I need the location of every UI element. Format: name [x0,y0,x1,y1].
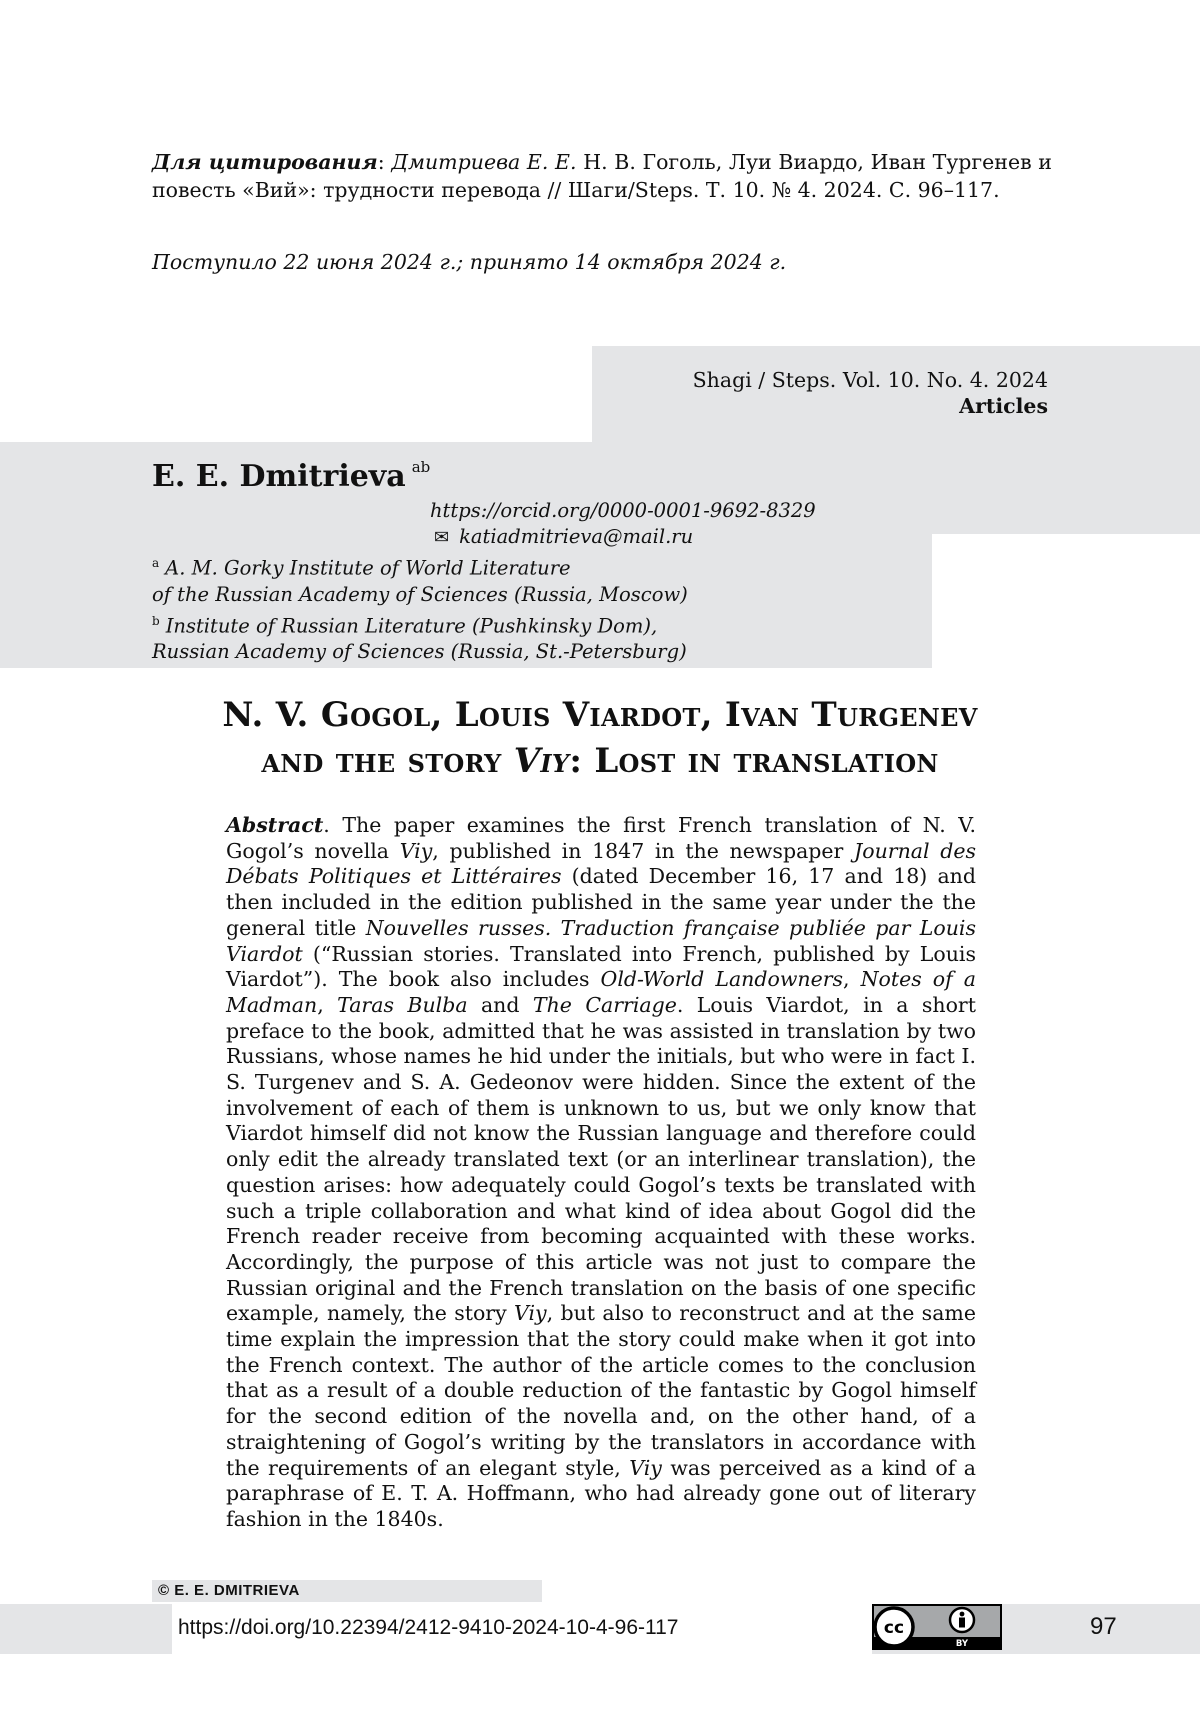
citation-block [152,148,1052,204]
journal-info [693,367,1048,419]
abstract-label: Abstract [226,813,324,837]
affiliations [152,550,688,665]
cc-label: cc [883,1618,905,1638]
title-line-2: and the story Viy: Lost in translation [261,741,939,781]
email-line [434,525,693,548]
author-name-block [152,458,430,494]
abstract: Abstract. The paper examines the first French translation of N. V. Gogol’s novella Viy, published in 1847 in the newspaper Journal des Débats Politiques et Littéraires (dated December 16, 17 and 18) and then included in the edition published in the same year under the the general title Nouvelles russes. Traduction française publiée par Louis Viardot (“Russian stories. Translated into French, published by Louis Viardot”). The book also includes Old-World Landowners, Notes of a Madman, Taras Bulba and The Carriage. Louis Viardot, in a short preface to the book, admitted that he was assisted in translation by two Russians, whose names he hid under the initials, but who were in fact I. S. Turgenev and S. A. Gedeonov were hidden. Since the extent of the involvement of each of them is unknown to us, but we only know that Viardot himself did not know the Russian language and therefore could only edit the already translated text (or an interlinear translation), the question arises: how adequately could Gogol’s texts be translated with such a triple collaboration and what kind of idea about Gogol did the French reader receive from becoming acquainted with these works. Accordingly, the purpose of this article was not just to compare the Russian original and the French translation on the basis of one specific example, namely, the story Viy, but also to reconstruct and at the same time explain the impression that the story could make when it got into the French context. The author of the article comes to the conclusion that as a result of a double reduction of the fantastic by Gogol himself for the second edition of the novella and, on the other hand, of a straightening of Gogol’s writing by the translators in accordance with the requirements of an elegant style, Viy was perceived as a kind of a paraphrase of E. T. A. Hoffmann, who had already gone out of literary fashion in the 1840s. [226,813,977,1531]
citation-author: Дмитриева Е. Е. [391,150,577,174]
author-affil-marks: ab [411,458,431,476]
cc-by-icon[interactable] [872,1604,1002,1650]
journal-line: Shagi / Steps. Vol. 10. No. 4. 2024 [692,368,1048,392]
page-number: 97 [1090,1613,1117,1640]
citation-sep: : [377,150,392,174]
envelope-icon: ✉ [434,527,450,548]
title-line-1: N. V. Gogol, Louis Viardot, Ivan Turgenev [222,695,978,735]
article-title [120,692,1080,784]
affiliation-mark: b [152,613,160,628]
affiliation-mark: a [152,556,160,570]
affiliation-a-line2: of the Russian Academy of Sciences (Russia, Moscow) [152,582,688,606]
citation-label: Для цитирования [152,150,378,174]
affiliation-b-line2: Russian Academy of Sciences (Russia, St.-Petersburg) [152,640,687,663]
orcid-link[interactable]: https://orcid.org/0000-0001-9692-8329 [430,499,816,522]
affiliation-a-line1: $^a$ A. M. Gorky Institute of World Literature [152,556,571,580]
author-name: E. E. Dmitrieva [152,459,406,494]
doi-link[interactable]: https://doi.org/10.22394/2412-9410-2024-10-4-96-117 [178,1616,679,1639]
received-dates: Поступило 22 июня 2024 г.; принято 14 октября 2024 г. [152,250,787,274]
affiliation-b-line1: $^b$ Institute of Russian Literature (Pushkinsky Dom), [152,613,658,637]
citation-text: Н. В. Гоголь, Луи Виардо, Иван Тургенев и повесть «Вий»: трудности перевода // Шаги/Steps. Т. 10. № 4. 2024. С. 96–117. [152,150,1052,202]
email-link[interactable]: katiadmitrieva@mail.ru [459,525,694,548]
copyright: © E. E. DMITRIEVA [158,1582,300,1599]
journal-section: Articles [959,394,1048,418]
by-label: BY [955,1639,969,1649]
